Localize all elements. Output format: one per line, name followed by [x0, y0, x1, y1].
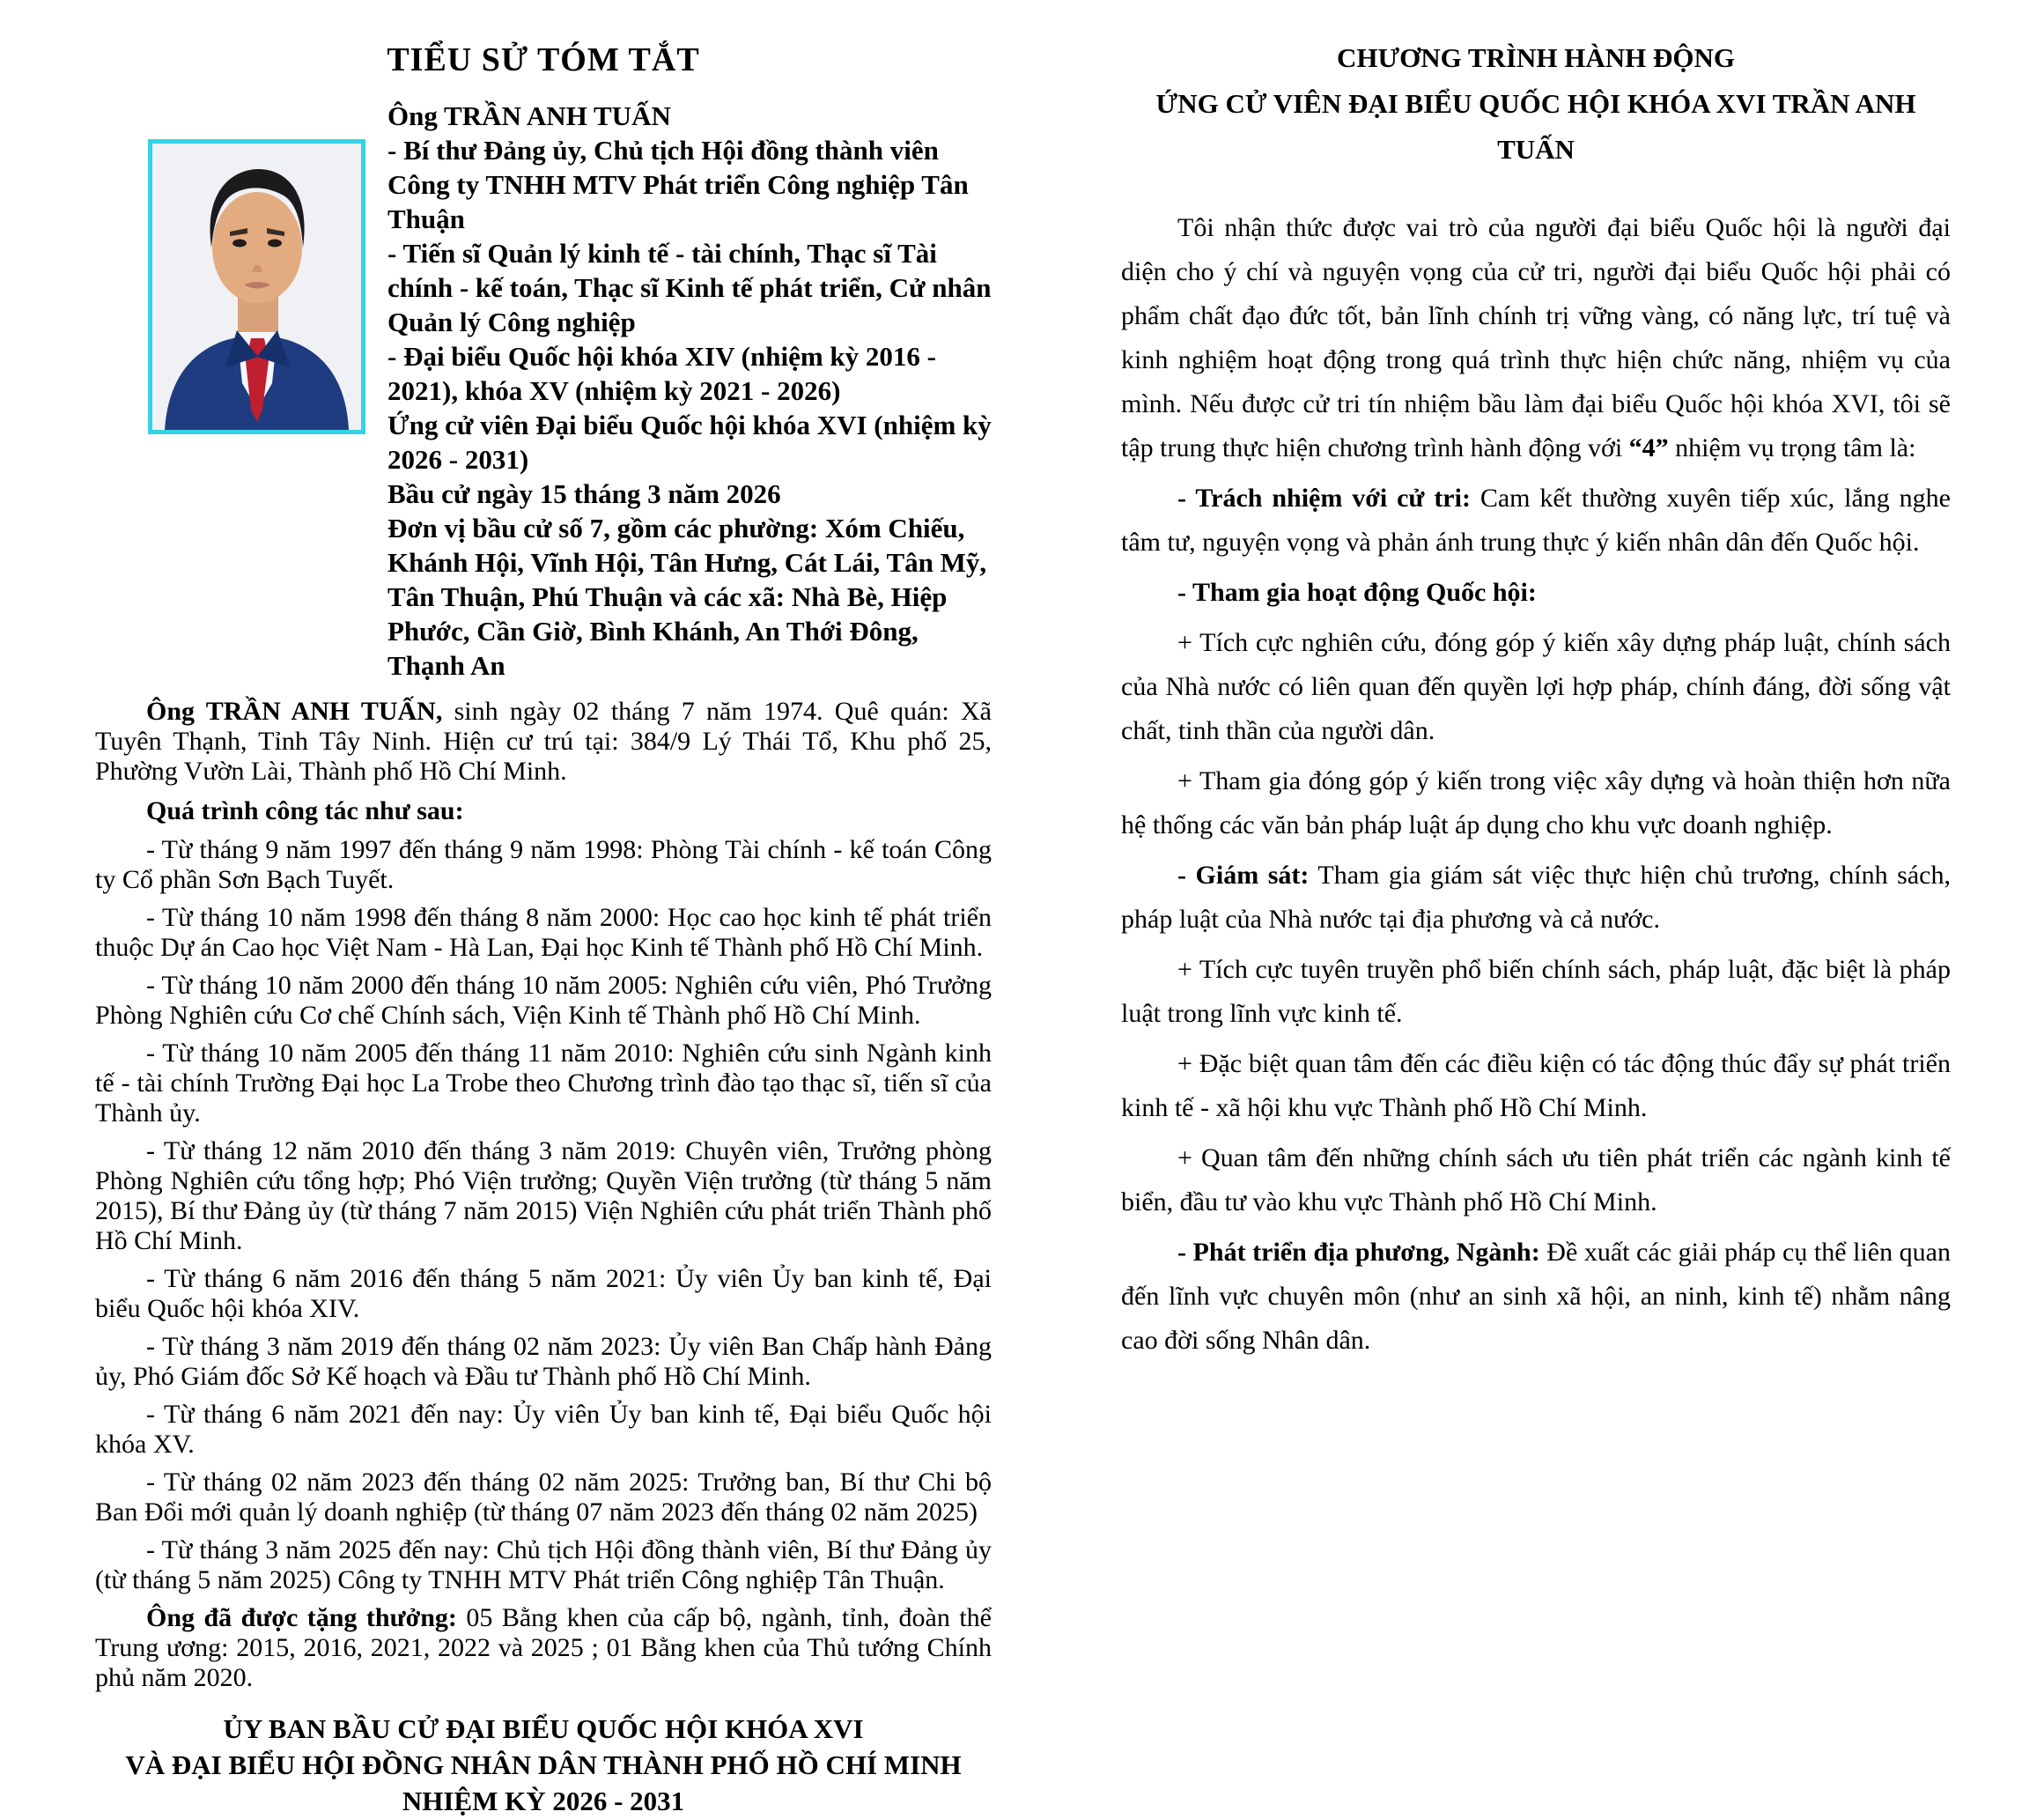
program-paragraph: [1121, 206, 1951, 470]
candidate-portrait-photo: [148, 139, 365, 434]
photo-wrapper: [95, 99, 387, 434]
career-item: - Từ tháng 02 năm 2023 đến tháng 02 năm 2025: Trưởng ban, Bí thư Chi bộ Ban Đổi mới quản lý doanh nghiệp (từ tháng 07 năm 2023 đến tháng 02 năm 2025): [95, 1468, 992, 1527]
biography-column: [95, 41, 992, 1819]
program-paragraph: [1121, 948, 1951, 1036]
program-paragraph: [1121, 1042, 1951, 1130]
para-text: + Quan tâm đến những chính sách ưu tiên phát triển các ngành kinh tế biển, đầu tư vào khu vực Thành phố Hồ Chí Minh.: [1121, 1143, 1951, 1216]
career-item: - Từ tháng 6 năm 2016 đến tháng 5 năm 2021: Ủy viên Ủy ban kinh tế, Đại biểu Quốc hội khóa XIV.: [95, 1264, 992, 1323]
career-item: - Từ tháng 10 năm 1998 đến tháng 8 năm 2000: Học cao học kinh tế phát triển thuộc Dự án Cao học Việt Nam - Hà Lan, Đại học Kinh tế Thành phố Hồ Chí Minh.: [95, 903, 992, 962]
title-line-1: CHƯƠNG TRÌNH HÀNH ĐỘNG: [1336, 42, 1736, 73]
career-list: [95, 835, 992, 1693]
footer-line: ỦY BAN BẦU CỬ ĐẠI BIỂU QUỐC HỘI KHÓA XVI: [223, 1713, 864, 1744]
para-lead: - Trách nhiệm với cử tri:: [1177, 484, 1471, 513]
para-text: Cam kết thường xuyên tiếp xúc, lắng nghe tâm tư, nguyện vọng và phản ánh trung thực ý kiến nhân dân đến Quốc hội.: [1121, 484, 1951, 557]
footer-line: NHIỆM KỲ 2026 - 2031: [402, 1786, 685, 1816]
bio-paragraph: [95, 697, 992, 787]
title-line-2: ỨNG CỬ VIÊN ĐẠI BIỂU QUỐC HỘI KHÓA XVI TRẦN ANH TUẤN: [1155, 88, 1916, 165]
para-text2: nhiệm vụ trọng tâm là:: [1668, 433, 1916, 462]
award-rest: 05 Bằng khen của cấp bộ, ngành, tỉnh, đoàn thể Trung ương: 2015, 2016, 2021, 2022 và 2025 ; 01 Bằng khen của Thủ tướng Chính phủ năm 2020.: [95, 1603, 992, 1692]
para-text: + Tích cực nghiên cứu, đóng góp ý kiến xây dựng pháp luật, chính sách của Nhà nước có liên quan đến quyền lợi hợp pháp, chính đáng, đời sống vật chất, tinh thần của người dân.: [1121, 628, 1951, 745]
profile-line: Bầu cử ngày 15 tháng 3 năm 2026: [387, 478, 781, 509]
action-program-body: [1121, 206, 1951, 1363]
award-paragraph: [95, 1603, 992, 1693]
program-paragraph: [1121, 759, 1951, 847]
profile-summary: [387, 99, 992, 683]
profile-line: Ứng cử viên Đại biểu Quốc hội khóa XVI (nhiệm kỳ 2026 - 2031): [387, 410, 992, 475]
para-text: + Đặc biệt quan tâm đến các điều kiện có tác động thúc đẩy sự phát triển kinh tế - xã hội khu vực Thành phố Hồ Chí Minh.: [1121, 1049, 1951, 1122]
career-item: - Từ tháng 9 năm 1997 đến tháng 9 năm 1998: Phòng Tài chính - kế toán Công ty Cổ phần Sơn Bạch Tuyết.: [95, 835, 992, 894]
program-paragraph: [1121, 1231, 1951, 1363]
biography-title: TIỂU SỬ TÓM TẮT: [387, 41, 700, 78]
profile-line: - Bí thư Đảng ủy, Chủ tịch Hội đồng thành viên Công ty TNHH MTV Phát triển Công nghiệp Tân Thuận: [387, 135, 969, 234]
career-item: - Từ tháng 3 năm 2019 đến tháng 02 năm 2023: Ủy viên Ban Chấp hành Đảng ủy, Phó Giám đốc Sở Kế hoạch và Đầu tư Thành phố Hồ Chí Minh.: [95, 1332, 992, 1391]
program-paragraph: [1121, 621, 1951, 753]
para-lead: - Phát triển địa phương, Ngành:: [1177, 1238, 1540, 1267]
candidate-name: Ông TRẦN ANH TUẤN: [387, 100, 671, 131]
para-text: Tham gia giám sát việc thực hiện chủ trương, chính sách, pháp luật của Nhà nước tại địa phương và cả nước.: [1121, 861, 1951, 934]
profile-line: - Tiến sĩ Quản lý kinh tế - tài chính, Thạc sĩ Tài chính - kế toán, Thạc sĩ Kinh tế phát triển, Cử nhân Quản lý Công nghiệp: [387, 238, 992, 337]
para-lead: - Tham gia hoạt động Quốc hội:: [1177, 578, 1537, 607]
career-item: - Từ tháng 12 năm 2010 đến tháng 3 năm 2019: Chuyên viên, Trưởng phòng Phòng Nghiên cứu tổng hợp; Phó Viện trưởng; Quyền Viện trưởng (từ tháng 5 năm 2015), Bí thư Đảng ủy (từ tháng 7 năm 2015) Viện Nghiên cứu phát triển Thành phố Hồ Chí Minh.: [95, 1136, 992, 1255]
para-text: + Tích cực tuyên truyền phổ biến chính sách, pháp luật, đặc biệt là pháp luật trong lĩnh vực kinh tế.: [1121, 955, 1951, 1028]
footer-line: VÀ ĐẠI BIỂU HỘI ĐỒNG NHÂN DÂN THÀNH PHỐ HỒ CHÍ MINH: [125, 1749, 962, 1780]
program-paragraph: [1121, 854, 1951, 942]
program-paragraph: [1121, 1136, 1951, 1224]
para-text: Tôi nhận thức được vai trò của người đại biểu Quốc hội là người đại diện cho ý chí và nguyện vọng của cử tri, người đại biểu Quốc hội phải có phẩm chất đạo đức tốt, bản lĩnh chính trị vững vàng, có năng lực, trí tuệ và kinh nghiệm hoạt động trong quá trình thực hiện chức năng, nhiệm vụ của mình. Nếu được cử tri tín nhiệm bầu làm đại biểu Quốc hội khóa XVI, tôi sẽ tập trung thực hiện chương trình hành động với: [1121, 213, 1951, 462]
action-program-title: [1121, 35, 1951, 173]
para-lead: - Giám sát:: [1177, 861, 1310, 890]
para-text: + Tham gia đóng góp ý kiến trong việc xây dựng và hoàn thiện hơn nữa hệ thống các văn bản pháp luật áp dụng cho khu vực doanh nghiệp.: [1121, 766, 1951, 839]
bio-lead: Ông TRẦN ANH TUẤN,: [146, 697, 443, 726]
career-item: - Từ tháng 10 năm 2005 đến tháng 11 năm 2010: Nghiên cứu sinh Ngành kinh tế - tài chính Trường Đại học La Trobe theo Chương trình đào tạo thạc sĩ, tiến sĩ của Thành ủy.: [95, 1039, 992, 1128]
profile-section: [95, 99, 992, 683]
career-item: - Từ tháng 10 năm 2000 đến tháng 10 năm 2005: Nghiên cứu viên, Phó Trưởng Phòng Nghiên cứu Cơ chế Chính sách, Viện Kinh tế Thành phố Hồ Chí Minh.: [95, 971, 992, 1030]
election-committee-footer: [95, 1711, 992, 1819]
para-text: Đề xuất các giải pháp cụ thể liên quan đến lĩnh vực chuyên môn (như an sinh xã hội, an ninh, kinh tế) nhằm nâng cao đời sống Nhân dân.: [1121, 1238, 1951, 1355]
para-bold: “4”: [1628, 433, 1669, 462]
bio-text: [95, 697, 992, 787]
career-heading: Quá trình công tác như sau:: [146, 796, 464, 825]
program-paragraph: [1121, 571, 1951, 615]
profile-line: Đơn vị bầu cử số 7, gồm các phường: Xóm Chiếu, Khánh Hội, Vĩnh Hội, Tân Hưng, Cát Lái, Tân Mỹ, Tân Thuận, Phú Thuận và các xã: Nhà Bè, Hiệp Phước, Cần Giờ, Bình Khánh, An Thới Đông, Thạnh An: [387, 513, 987, 681]
program-paragraph: [1121, 477, 1951, 565]
bio-rest: sinh ngày 02 tháng 7 năm 1974. Quê quán: Xã Tuyên Thạnh, Tỉnh Tây Ninh. Hiện cư trú tại: 384/9 Lý Thái Tổ, Khu phố 25, Phường Vườn Lài, Thành phố Hồ Chí Minh.: [95, 697, 992, 786]
action-program-column: [1121, 35, 1951, 1363]
career-item: - Từ tháng 6 năm 2021 đến nay: Ủy viên Ủy ban kinh tế, Đại biểu Quốc hội khóa XV.: [95, 1400, 992, 1459]
profile-line: - Đại biểu Quốc hội khóa XIV (nhiệm kỳ 2016 - 2021), khóa XV (nhiệm kỳ 2021 - 2026): [387, 341, 936, 406]
award-lead: Ông đã được tặng thưởng:: [146, 1603, 457, 1632]
portrait-illustration: [152, 144, 361, 430]
career-item: - Từ tháng 3 năm 2025 đến nay: Chủ tịch Hội đồng thành viên, Bí thư Đảng ủy (từ tháng 5 năm 2025) Công ty TNHH MTV Phát triển Công nghiệp Tân Thuận.: [95, 1535, 992, 1594]
